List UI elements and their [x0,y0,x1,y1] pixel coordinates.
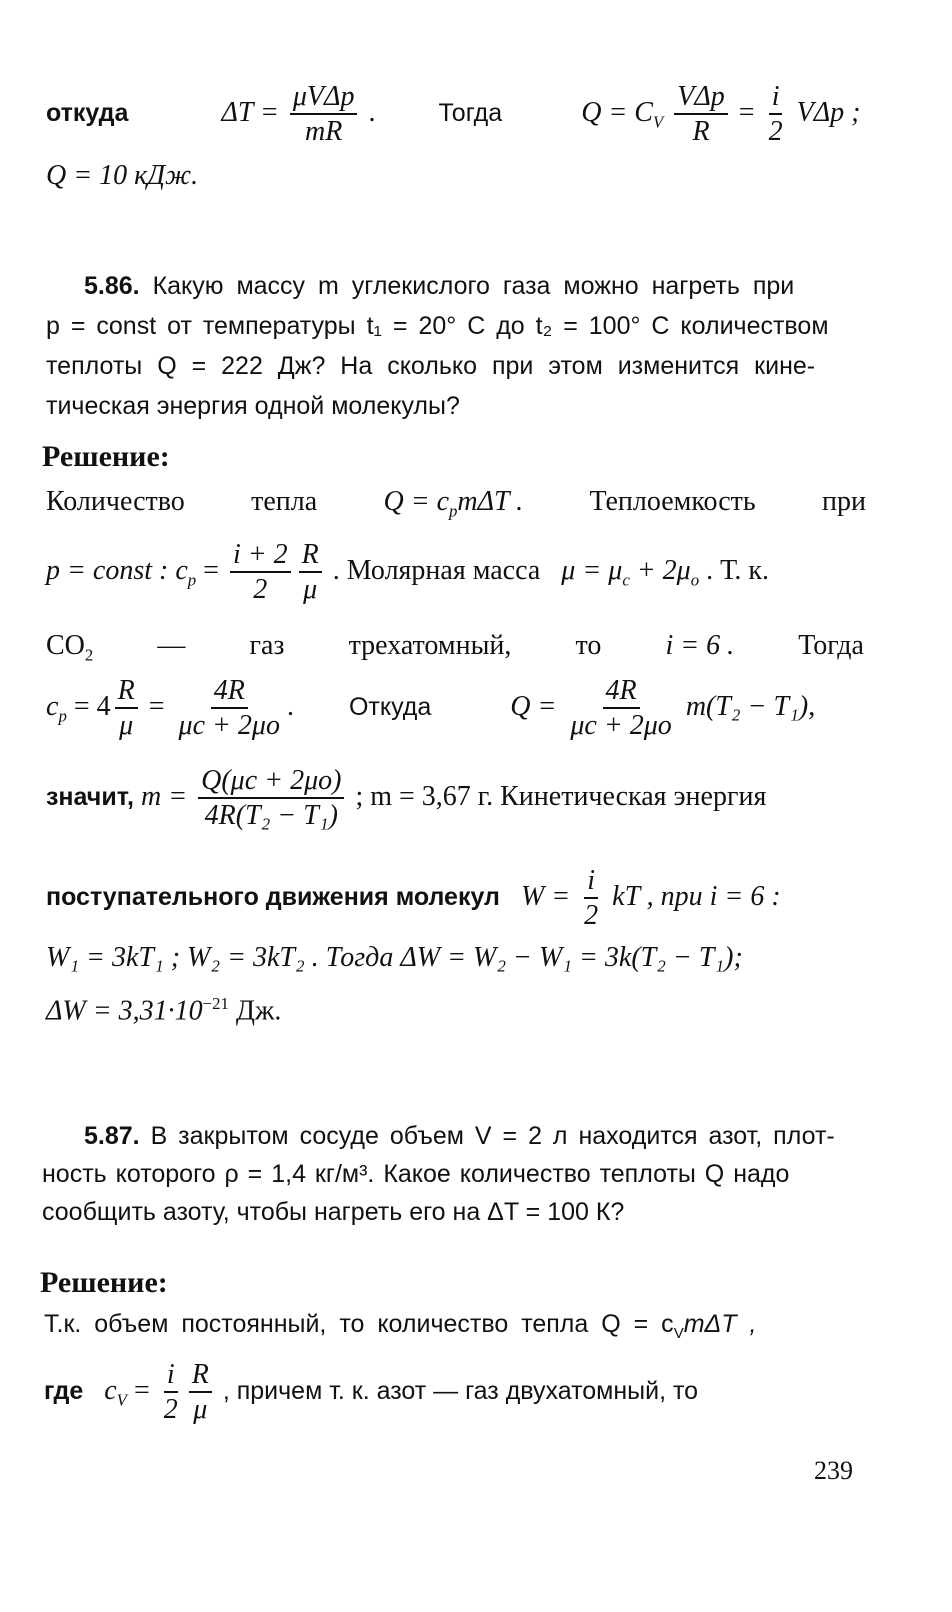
Q-4R-fraction [567,676,674,741]
denominator: μc + 2μo [570,710,672,742]
solution-line3 [46,632,864,664]
solution-line4 [46,676,815,741]
i-over-2 [581,866,601,931]
dT-denominator: mR [305,116,343,148]
W-tail: kT , при i = 6 : [612,880,781,912]
problem-5-87-line2: ность которого ρ = 1,4 кг/м³. Какое количество теплоты Q надо [42,1160,790,1188]
text: Т.к. объем постоянный, то количество тепла Q = c [44,1310,674,1338]
unit: Дж. [228,995,282,1027]
i-over-2 [161,1360,181,1425]
numerator: i [584,866,598,899]
problem-5-87-line3: сообщить азоту, чтобы нагреть его на ΔT = 100 К? [42,1198,625,1226]
two-denominator: 2 [768,116,783,148]
solution-heading: Решение: [42,440,170,473]
cv-lhs: $c_V$ [104,1374,127,1410]
word: при [822,486,866,517]
dT-dot: . [368,96,376,128]
top-formula-line [46,82,860,147]
problem-5-86-line1 [84,274,794,299]
tk-text: . Т. к. [706,554,770,586]
problem-5-87-line1 [84,1124,835,1149]
solution-line5 [46,766,766,831]
problem-text: Какую массу m углекислого газа можно нагреть при [152,272,795,300]
Q-fraction [674,82,728,147]
problem-text: В закрытом сосуде объем V = 2 л находится азот, плот- [150,1122,835,1150]
Q-tail: m(T₂ − T₁), [685,690,816,722]
problem-5-86-line2: p = const от температуры t₁ = 20° C до t₂ = 100° C количеством [46,312,829,340]
otkuda-word: откуда [46,98,129,127]
Q-eq: = [738,96,755,128]
dash: — [157,630,186,661]
cp-fraction-2 [299,540,322,605]
dot: . [286,690,294,722]
znachit-word: значит, [46,782,135,811]
exponent: −21 [202,994,229,1013]
solution-heading-2: Решение: [40,1266,168,1299]
text-tail: mΔT , [683,1310,757,1338]
numerator: 4R [211,676,248,709]
m-fraction [198,766,344,831]
problem-5-86-line4: тическая энергия одной молекулы? [46,392,460,420]
problem-number: 5.86. [84,272,140,300]
denominator: 2 [163,1394,178,1426]
Q-lhs: $Q = C_V$ [581,96,664,132]
dT-numerator: μVΔp [290,82,358,115]
solution-line8 [46,996,281,1025]
text: поступательного движения молекул [46,882,500,911]
i-over-2-fraction [766,82,786,147]
solution-line6 [46,866,781,931]
eq-sign: = [148,690,165,722]
dT-fraction [290,82,358,147]
solution2-line2 [44,1360,698,1425]
word: то [575,630,602,661]
denominator: 2 [584,900,599,932]
dT-lhs: ΔT = [221,96,279,128]
Q-tail: VΔp ; [796,96,861,128]
word: Теплоемкость [589,486,756,517]
numerator: R [189,1360,212,1393]
cp-fraction-1 [230,540,291,605]
solution-line7: W₁ = 3kT₁ ; W₂ = 3kT₂ . Тогда ΔW = W₂ − W₁ = 3k(T₂ − T₁); [46,942,743,973]
denominator: μ [119,710,134,742]
R-over-mu [115,676,138,741]
Q-result: Q = 10 кДж. [46,160,199,191]
word: Тогда [798,630,864,661]
denominator: μc + 2μo [178,710,280,742]
numerator: Q(μc + 2μo) [198,766,344,799]
cp-lhs: p = const : $c_p$ [46,554,197,590]
Q-numerator: VΔp [674,82,728,115]
problem-number: 5.87. [84,1122,140,1150]
numerator: R [115,676,138,709]
co2-text: $CO_2$ [46,630,94,665]
4R-over-mu-sum [176,676,283,741]
denominator: 4R(T₂ − T₁) [204,800,338,832]
word: газ [249,630,285,661]
word: Количество [46,486,185,517]
mu-formula: $\mu = \mu_c + 2\mu_o$ [561,554,700,590]
Q-lhs: Q = [510,690,557,722]
denominator: 2 [253,574,268,606]
dW-value: ΔW = 3,31·10 [46,995,203,1027]
problem-5-86-line3: теплоты Q = 222 Дж? На сколько при этом изменится кине- [46,352,816,380]
i-numerator: i [769,82,783,115]
eq-sign: = [133,1374,150,1406]
otkuda-word: Откуда [348,692,432,721]
W-lhs: W = [520,880,571,912]
gde-word: где [44,1376,84,1405]
molar-mass-text: . Молярная масса [332,554,541,586]
solution2-line1 [44,1312,756,1341]
numerator: 4R [603,676,640,709]
cp-lhs-2: $c_p$ [46,690,67,726]
Q-denominator: R [692,116,710,148]
denominator: μ [303,574,318,606]
R-over-mu [189,1360,212,1425]
numerator: i [164,1360,178,1393]
subscript: V [673,1325,684,1342]
page-number: 239 [814,1456,853,1485]
togda-word: Тогда [438,98,503,127]
numerator: i + 2 [230,540,291,573]
word: трехатомный, [348,630,512,661]
word: тепла [251,486,318,517]
solution-line2 [46,540,769,605]
numerator: R [299,540,322,573]
i-equals-6: i = 6 . [665,630,735,661]
solution-line1 [46,488,866,520]
Q-cp-formula: $Q = c_pm\Delta T$ . [383,486,524,521]
m-lhs: m = [141,780,188,812]
text-tail: , причем т. к. азот — газ двухатомный, то [222,1376,699,1405]
eq-four: = 4 [73,690,111,722]
m-result-text: ; m = 3,67 г. Кинетическая энергия [355,780,767,812]
eq-sign: = [203,554,219,586]
denominator: μ [193,1394,208,1426]
